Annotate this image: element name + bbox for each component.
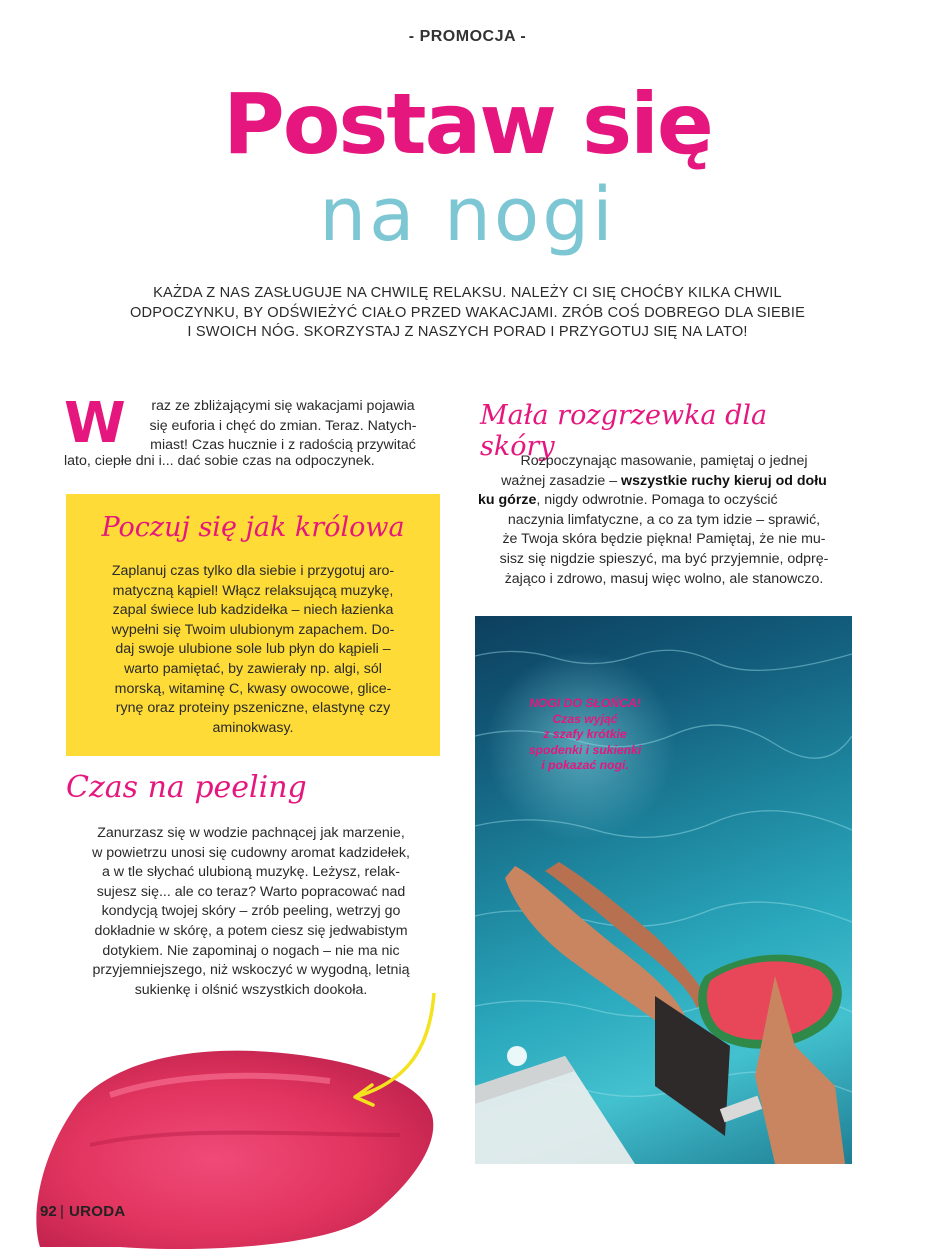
- article-title: Postaw się: [223, 75, 712, 173]
- caption-line: spodenki i sukienki: [528, 742, 642, 757]
- lead-line: I SWOICH NÓG. SKORZYSTAJ Z NASZYCH PORAD I PRZYGOTUJ SIĘ NA LATO!: [187, 324, 748, 340]
- box-line: Zaplanuj czas tylko dla siebie i przygotuj aro-: [111, 563, 395, 579]
- rozgrzewka-line: sisz się nigdzie spieszyć, ma być przyjemnie, odprę-: [499, 550, 829, 567]
- rozgrzewka-emphasis: wszystkie ruchy kieruj od dołu: [621, 472, 827, 489]
- rozgrzewka-line: Rozpoczynając masowanie, pamiętaj o jednej: [520, 453, 808, 469]
- lead-paragraph: [110, 284, 825, 343]
- caption-line: i pokazać nogi.: [541, 758, 629, 773]
- intro-line: się euforia i chęć do zmian. Teraz. Natych-: [149, 417, 417, 434]
- rozgrzewka-line: naczynia limfatyczne, a co za tym idzie – sprawić,: [507, 511, 821, 528]
- peeling-line: Zanurzasz się w wodzie pachnącej jak marzenie,: [97, 825, 405, 841]
- box-line: daj swoje ulubione sole lub płyn do kąpieli –: [115, 641, 391, 658]
- peeling-line: dokładnie w skórę, a potem ciesz się jedwabistym: [94, 922, 408, 939]
- box-line: warto pamiętać, by zawierały np. algi, sól: [124, 660, 382, 677]
- peeling-paragraph: [60, 824, 442, 1000]
- box-line: zapal świece lub kadzidełka – niech łazienka: [112, 602, 394, 619]
- article-subtitle: na nogi: [319, 172, 616, 258]
- lead-line: KAŻDA Z NAS ZASŁUGUJE NA CHWILĘ RELAKSU. NALEŻY CI SIĘ CHOĆBY KILKA CHWIL: [153, 285, 782, 301]
- rozgrzewka-line-part: ważnej zasadzie –: [501, 472, 622, 489]
- rozgrzewka-paragraph: [478, 452, 850, 589]
- box-line: rynę oraz proteiny pszeniczne, elastynę czy: [115, 700, 391, 717]
- box-line: morską, witaminę C, kwasy owocowe, glice-: [114, 680, 392, 697]
- rozgrzewka-emphasis: ku górze: [478, 492, 537, 509]
- peeling-line: kondycją twojej skóry – zrób peeling, wetrzyj go: [101, 903, 401, 920]
- intro-paragraph: [130, 397, 436, 456]
- page-number: 92: [40, 1203, 57, 1220]
- rozgrzewka-line: że Twoja skóra będzie piękna! Pamiętaj, że nie mu-: [502, 531, 826, 548]
- magazine-name: URODA: [69, 1203, 126, 1220]
- caption-line: Czas wyjąć: [552, 711, 618, 726]
- box-line: wypełni się Twoim ulubionym zapachem. Do-: [111, 621, 395, 638]
- lead-line: ODPOCZYNKU, BY ODŚWIEŻYĆ CIAŁO PRZED WAKACJAMI. ZRÓB COŚ DOBREGO DLA SIEBIE: [129, 304, 806, 321]
- rozgrzewka-line: [478, 472, 850, 492]
- box-paragraph: [82, 562, 424, 738]
- peeling-line: sujesz się... ale co teraz? Warto popracować nad: [96, 883, 406, 900]
- drop-cap: W: [64, 391, 126, 456]
- peeling-line: przyjemniejszego, niż wskoczyć w wygodną, letnią: [92, 962, 410, 979]
- footer-separator: |: [60, 1203, 64, 1220]
- rozgrzewka-line: [478, 491, 850, 511]
- peeling-line: w powietrzu unosi się cudowny aromat kadzidełek,: [92, 844, 410, 861]
- peeling-line: sukienkę i olśnić wszystkich dookoła.: [134, 981, 368, 998]
- caption-line: NOGI DO SŁOŃCA!: [529, 696, 641, 710]
- caption-line: z szafy krótkie: [543, 727, 627, 742]
- rozgrzewka-line: żająco i zdrowo, masuj więc wolno, ale stanowczo.: [504, 570, 824, 587]
- peeling-line: a w tle słychać ulubioną muzykę. Leżysz, relak-: [101, 864, 401, 881]
- peeling-heading: Czas na peeling: [66, 770, 307, 805]
- box-line: matyczną kąpiel! Włącz relaksującą muzykę,: [112, 582, 394, 599]
- box-line: aminokwasy.: [212, 719, 294, 736]
- rozgrzewka-heading: Mała rozgrzewka dla skóry: [480, 400, 768, 462]
- section-kicker: - PROMOCJA -: [408, 28, 527, 45]
- rozgrzewka-line-part: , nigdy odwrotnie. Pomaga to oczyścić: [536, 492, 778, 509]
- intro-line: raz ze zbliżającymi się wakacjami pojawia: [151, 398, 415, 414]
- box-heading: Poczuj się jak królowa: [101, 512, 405, 543]
- photo-caption: [510, 696, 660, 774]
- intro-last-line: lato, ciepłe dni i... dać sobie czas na odpoczynek.: [64, 453, 375, 469]
- peeling-line: dotykiem. Nie zapominaj o nogach – nie ma nic: [102, 942, 400, 959]
- intro-line: miast! Czas hucznie i z radością przywitać: [150, 437, 416, 454]
